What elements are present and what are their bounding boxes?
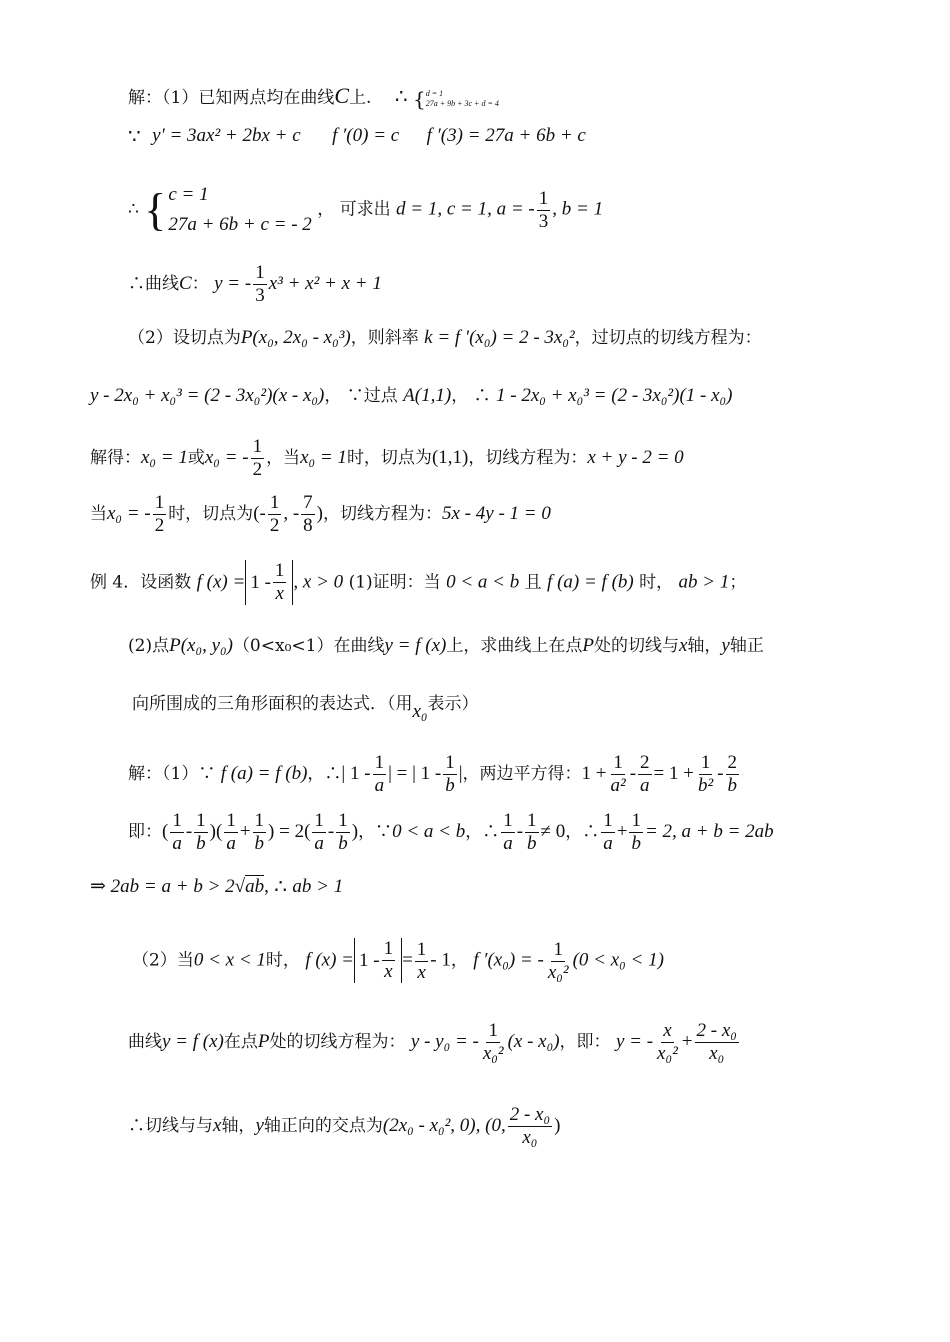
fraction: $\frac{1}{b}$ [445,752,455,796]
fraction: $\frac{1}{2}$ [269,492,280,536]
math-var: x [213,1115,222,1136]
math-expr: (1,1) [431,447,469,468]
therefore-symbol: ∴ [473,386,491,406]
line-13: 即：( $\frac{1}{a}$ - $\frac{1}{b}$ )( $\frac{1}{a}$ + $\frac{1}{b}$ ) = 2( $\frac{1}{a}$ - $\frac{1}{b}$ )，∵0 < a < b，∴ $\frac{1}{a}$ - $\frac{1}{b}$ ≠ 0，∴ $\frac{1}{a}$ + $\frac{1}{b}$ = 2, a + b = 2ab [128,810,774,854]
text: 上，求曲线上在点 [446,636,583,656]
text: ，即： [559,1032,611,1052]
line-2 [128,124,586,148]
fraction: $\frac{1}{\text{b²}}$ [697,752,714,796]
fraction: $\frac{\text{2 - x₀}}{\text{x₀}}$ [509,1104,551,1148]
line-7 [90,436,684,481]
math-expr: x₀ = - [204,447,249,468]
math-var: y [255,1115,264,1136]
line-11 [132,692,479,724]
math-expr: (0 < x₀ < 1) [572,949,664,971]
math-expr: y - y₀ = - [410,1031,479,1052]
line-8: 当x₀ = - $\frac{1}{2}$ 时，切点为(- $\frac{1}{2}$ , - $\frac{7}{8}$ )，切线方程为：5x - 4y - 1 = 0 [90,492,551,536]
text: 时， [639,572,674,593]
text: 解：（1）已知两点均在曲线 [128,88,335,108]
fraction: $\frac{1}{a}$ [503,810,513,854]
text: (2)点 [128,636,170,656]
math-var: P [257,1031,270,1052]
text: 例 4．设函数 [90,572,192,593]
text: 上. [349,88,372,108]
math-expr: f (x) = [305,949,354,971]
text: 解：（1）∵ [128,764,216,784]
text: 即： [128,822,162,842]
line-3 [128,180,603,240]
text: 轴正向的交点为 [263,1116,383,1136]
math-expr: f (a) = f (b) [220,763,308,784]
math-var: P [582,635,594,656]
text: ，两边平方得： [462,764,582,784]
fraction: $\frac{1}{b}$ [196,810,206,854]
text: （0<x₀<1）在曲线 [232,636,385,656]
math-expr: k = f ′(x₀) = 2 - 3x₀² [424,327,575,348]
text: 轴正 [729,636,764,656]
fraction: $\frac{1}{2}$ [252,436,263,480]
fraction: $\frac{1}{b}$ [338,810,348,854]
fraction: $\frac{1}{a}$ [603,810,613,854]
math-expr: 0 < x < 1 [193,949,266,971]
math-expr: (2x₀ - x₀², 0), (0, [382,1115,506,1136]
math-expr: x + y - 2 = 0 [587,447,684,468]
fraction: $\frac{1}{b}$ [631,810,641,854]
math-expr: f (a) = f (b) [547,571,634,593]
math-expr: A(1,1) [403,385,452,406]
text: ∵过点 [346,386,398,406]
text: ，∴ [307,764,342,784]
text: ； [729,572,747,593]
system-row: c = 1 [168,184,209,205]
line-6 [90,384,732,408]
fraction: $\frac{1}{3}$ [255,262,265,306]
fraction: $\frac{1}{a}$ [314,810,324,854]
math-expr: f ′(0) = c [332,125,400,146]
fraction: $\frac{1}{3}$ [538,187,549,232]
absolute-value: 1 - $\frac{1}{x}$ [354,938,402,983]
math-expr: 0 < a < b [392,821,466,842]
fraction: $\frac{1}{b}$ [527,810,537,854]
math-expr: f ′(3) = 27a + 6b + c [426,125,586,146]
math-expr: y = f (x) [162,1031,224,1052]
math-expr: , b = 1 [552,198,604,220]
fraction: $\frac{2}{a}$ [640,752,650,796]
math-expr: x³ + x² + x + 1 [268,273,382,294]
text: 解得： [90,448,141,468]
system-row: 27a + 9b + 3c + d = 4 [425,98,499,108]
line-10 [128,634,764,658]
math-var: y [721,635,730,656]
text: 时， [265,950,300,971]
math-expr: y = - [214,273,252,294]
text: ，过切点的切线方程为： [574,328,762,348]
fraction: $\frac{1}{a}$ [374,752,385,796]
text: ， [450,950,468,971]
math-expr: y - 2x₀ + x₀³ = (2 - 3x₀²)(x - x₀) [90,385,325,406]
text: 向所围成的三角形面积的表达式．（用 [132,694,413,714]
fraction: $\frac{1}{x}$ [383,938,394,982]
text: ： [191,274,209,294]
sqrt-content: ab [245,876,265,897]
math-expr: f ′(x₀) = - [473,949,544,971]
fraction: $\frac{x}{\text{x₀²}}$ [657,1020,678,1064]
fraction: $\frac{\text{2 - x₀}}{\text{x₀}}$ [696,1020,737,1064]
sqrt-sign: √ [234,876,246,897]
text: 处的切线与 [593,636,679,656]
text: 曲线 [128,1032,162,1052]
line-1 [128,84,499,110]
math-expr: 0 < a < b [446,571,520,593]
math-expr: y = - [615,1031,654,1052]
math-expr: 5x - 4y - 1 = 0 [442,503,551,524]
math-var: x₀ [412,701,428,722]
fraction: $\frac{1}{\text{x₀²}}$ [547,938,569,983]
line-17: ∴切线与与x轴，y轴正向的交点为(2x₀ - x₀², 0), (0, $\frac{\text{2 - x₀}}{\text{x₀}}$ ) [128,1104,561,1148]
text: ， [324,386,342,406]
system-row: 27a + 6b + c = - 2 [168,214,312,235]
text: ， [451,386,469,406]
math-expr: P(x₀, 2x₀ - x₀³) [240,327,351,348]
text: ，当 [266,448,301,468]
text: 当 [90,504,107,524]
fraction: $\frac{1}{x}$ [416,938,427,983]
math-expr: ⇒ 2ab = a + b > 2 [90,876,235,897]
math-expr: y′ = 3ax² + 2bx + c [152,125,301,146]
math-expr: = 2, a + b = 2ab [644,821,774,842]
math-expr: P(x₀, y₀) [169,635,233,656]
absolute-value: 1 - $\frac{1}{x}$ [245,560,293,605]
text: ，则斜率 [350,328,419,348]
text: 时，切点为 [346,448,432,468]
text: ， 可求出 [317,199,391,220]
math-expr: x₀ = 1 [300,447,347,468]
text: ∴曲线 [128,274,179,294]
equation-system: { d = 1 27a + 9b + 3c + d = 4 [412,86,499,111]
line-5 [128,326,762,350]
math-expr: (x - x₀) [507,1031,560,1052]
text: 表示） [427,694,479,714]
math-expr: d = 1, c = 1, a = - [396,198,535,220]
therefore-symbol: ∴ [394,84,408,108]
text: ，切线方程为： [468,448,588,468]
line-4 [128,262,382,307]
math-expr: f (x) = [196,571,246,593]
math-expr: ab > 1 [678,571,730,593]
math-expr: 1 - 2x₀ + x₀³ = (2 - 3x₀²)(1 - x₀) [496,385,733,406]
text: 时，切点为 [168,504,254,524]
fraction: $\frac{1}{\text{x₀²}}$ [482,1020,504,1064]
because-symbol: ∵ [128,124,141,148]
line-16: 曲线y = f (x)在点P处的切线方程为： y - y₀ = - $\frac{1}{\text{x₀²}}$ (x - x₀)，即： y = - $\frac{x}{\text{x₀²}}$ + $\frac{\text{2 - x₀}}{\text{x₀}}$ [128,1020,737,1064]
line-9 [90,560,746,605]
text: 且 [524,572,542,593]
text: （2）设切点为 [128,328,241,348]
math-expr: x₀ = 1 [141,447,188,468]
text: ∴切线与与 [128,1116,213,1136]
text: 或 [187,448,205,468]
math-expr: y = f (x) [384,635,447,656]
math-var: C [179,273,192,294]
line-12: 解：（1）∵ f (a) = f (b)，∴| 1 - $\frac{1}{a}$ | = | 1 - $\frac{1}{b}$ |，两边平方得：1 + $\frac{1}{\text{a²}}$ - $\frac{2}{a}$ = 1 + $\frac{1}{\text{b²}}$ - $\frac{2}{b}$ [128,752,737,796]
text: 处的切线方程为： [269,1032,406,1052]
text: ，切线方程为： [323,504,442,524]
text: ，∴ [565,822,600,842]
text: (1)证明：当 [348,572,441,593]
text: ，∵ [358,822,393,842]
fraction: $\frac{2}{b}$ [727,752,737,796]
math-expr: x₀ = - [107,503,151,524]
math-expr: ab > 1 [292,876,344,897]
equation-system: { c = 1 27a + 6b + c = - 2 [144,180,312,240]
math-expr: , x > 0 [293,571,344,593]
text: ，∴ [465,822,500,842]
fraction: $\frac{1}{x}$ [274,560,285,604]
fraction: $\frac{1}{b}$ [254,810,265,854]
text: 在点 [223,1032,258,1052]
line-15: （2）当0 < x < 1时， f (x) = 1 - $\frac{1}{x}$ = $\frac{1}{x}$ - 1， f ′(x₀) = - $\frac{1}{\text{x₀²}}$ (0 < x₀ < 1) [132,938,664,983]
therefore-symbol: ∴ [128,199,139,220]
line-14: ⇒ 2ab = a + b > 2√ab, ∴ ab > 1 [90,874,344,898]
text: 轴， [687,636,722,656]
fraction: $\frac{1}{a}$ [226,810,236,854]
fraction: $\frac{7}{8}$ [303,492,313,536]
system-row: d = 1 [425,88,444,98]
fraction: $\frac{1}{\text{a²}}$ [610,752,626,796]
text: （2）当 [132,950,194,971]
text: 轴， [221,1116,256,1136]
math-var: x [678,635,688,656]
fraction: $\frac{1}{a}$ [172,810,182,854]
therefore-symbol: ∴ [274,874,287,898]
math-var: C [334,83,350,108]
fraction: $\frac{1}{2}$ [154,492,165,536]
